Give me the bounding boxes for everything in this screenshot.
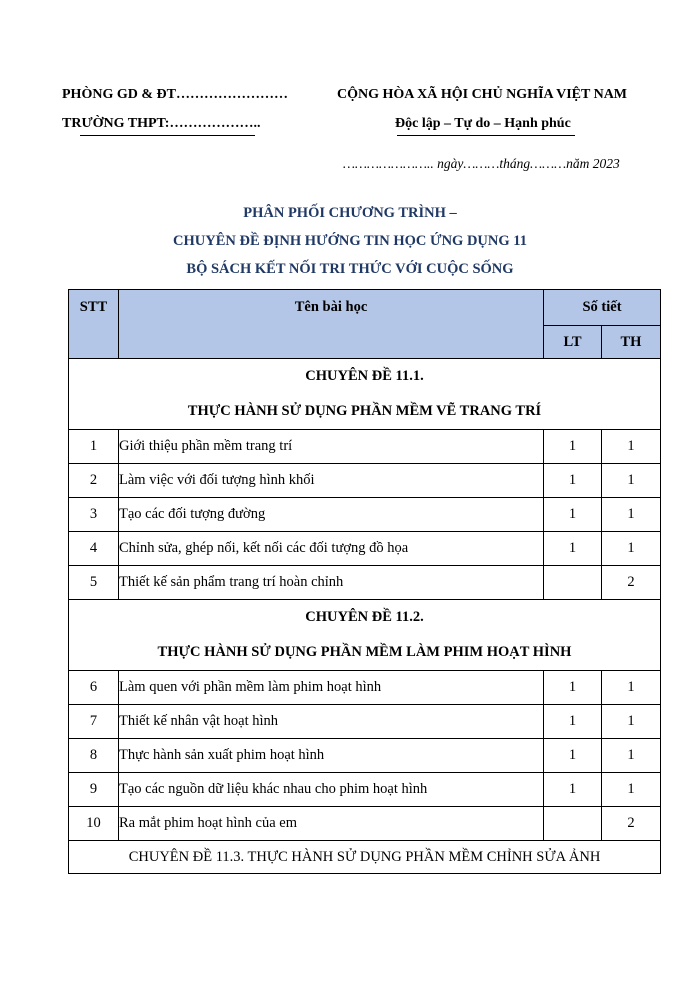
lesson-number: 8 <box>69 739 119 773</box>
lesson-name: Làm việc với đối tượng hình khối <box>119 464 544 498</box>
lesson-name: Tạo các nguồn dữ liệu khác nhau cho phim hoạt hình <box>119 773 544 807</box>
lesson-lt-periods <box>544 807 602 841</box>
col-header-periods: Số tiết <box>544 290 661 326</box>
section-title: THỰC HÀNH SỬ DỤNG PHẦN MỀM VẼ TRANG TRÍ <box>187 403 542 419</box>
lesson-th-periods: 1 <box>602 430 661 464</box>
doc-title-line-2: CHUYÊN ĐỀ ĐỊNH HƯỚNG TIN HỌC ỨNG DỤNG 11 <box>173 233 527 249</box>
section-header <box>69 359 661 430</box>
table-row <box>69 430 661 464</box>
lesson-number: 2 <box>69 464 119 498</box>
lesson-lt-periods <box>544 566 602 600</box>
section-code: CHUYÊN ĐỀ 11.2. <box>305 609 424 625</box>
doc-title-line-3: BỘ SÁCH KẾT NỐI TRI THỨC VỚI CUỘC SỐNG <box>186 261 514 277</box>
date-line: ………………….. ngày………tháng………năm 2023 <box>343 156 620 171</box>
table-row <box>69 566 661 600</box>
section-header-last: CHUYÊN ĐỀ 11.3. THỰC HÀNH SỬ DỤNG PHẦN MỀM CHỈNH SỬA ẢNH <box>69 841 661 874</box>
lesson-number: 10 <box>69 807 119 841</box>
lesson-th-periods: 1 <box>602 498 661 532</box>
lesson-th-periods: 1 <box>602 739 661 773</box>
doc-title-line-1: PHÂN PHỐI CHƯƠNG TRÌNH – <box>243 205 457 221</box>
section-header <box>69 600 661 671</box>
lesson-th-periods: 1 <box>602 671 661 705</box>
col-header-th: TH <box>602 326 661 359</box>
lesson-lt-periods: 1 <box>544 773 602 807</box>
motto-label: Độc lập – Tự do – Hạnh phúc <box>395 116 571 131</box>
lesson-name: Thiết kế sản phẩm trang trí hoàn chỉnh <box>119 566 544 600</box>
lesson-number: 5 <box>69 566 119 600</box>
department-label: PHÒNG GD & ĐT…………………… <box>62 87 288 102</box>
lesson-lt-periods: 1 <box>544 464 602 498</box>
col-header-stt: STT <box>69 290 119 359</box>
lesson-lt-periods: 1 <box>544 671 602 705</box>
lesson-number: 9 <box>69 773 119 807</box>
section-header-row <box>69 359 661 430</box>
table-row <box>69 671 661 705</box>
lesson-th-periods: 2 <box>602 566 661 600</box>
lesson-th-periods: 1 <box>602 464 661 498</box>
lesson-lt-periods: 1 <box>544 705 602 739</box>
lesson-lt-periods: 1 <box>544 430 602 464</box>
lesson-lt-periods: 1 <box>544 532 602 566</box>
section-title: THỰC HÀNH SỬ DỤNG PHẦN MỀM LÀM PHIM HOẠT HÌNH <box>157 644 572 660</box>
lesson-number: 6 <box>69 671 119 705</box>
republic-label: CỘNG HÒA XÃ HỘI CHỦ NGHĨA VIỆT NAM <box>337 87 628 102</box>
lesson-lt-periods: 1 <box>544 498 602 532</box>
lesson-th-periods: 1 <box>602 705 661 739</box>
table-row <box>69 807 661 841</box>
motto-underline <box>397 135 575 136</box>
school-label: TRƯỜNG THPT:……………….. <box>62 116 261 131</box>
section-header-row <box>69 841 661 874</box>
table-row <box>69 739 661 773</box>
table-row <box>69 532 661 566</box>
col-header-lt: LT <box>544 326 602 359</box>
lesson-number: 1 <box>69 430 119 464</box>
lesson-name: Giới thiệu phần mềm trang trí <box>119 430 544 464</box>
lesson-name: Thực hành sản xuất phim hoạt hình <box>119 739 544 773</box>
school-underline <box>80 135 255 136</box>
table-row <box>69 498 661 532</box>
lesson-name: Làm quen với phần mềm làm phim hoạt hình <box>119 671 544 705</box>
lesson-lt-periods: 1 <box>544 739 602 773</box>
lesson-number: 7 <box>69 705 119 739</box>
lesson-th-periods: 2 <box>602 807 661 841</box>
lesson-number: 3 <box>69 498 119 532</box>
col-header-lesson-name: Tên bài học <box>119 290 544 359</box>
lesson-number: 4 <box>69 532 119 566</box>
table-row <box>69 773 661 807</box>
lesson-th-periods: 1 <box>602 532 661 566</box>
section-header-row <box>69 600 661 671</box>
lesson-name: Tạo các đối tượng đường <box>119 498 544 532</box>
lesson-th-periods: 1 <box>602 773 661 807</box>
lesson-name: Chỉnh sửa, ghép nối, kết nối các đối tượng đồ họa <box>119 532 544 566</box>
lesson-name: Ra mắt phim hoạt hình của em <box>119 807 544 841</box>
table-row <box>69 705 661 739</box>
curriculum-table <box>68 289 661 874</box>
lesson-name: Thiết kế nhân vật hoạt hình <box>119 705 544 739</box>
table-row <box>69 464 661 498</box>
section-code: CHUYÊN ĐỀ 11.1. <box>305 368 424 384</box>
